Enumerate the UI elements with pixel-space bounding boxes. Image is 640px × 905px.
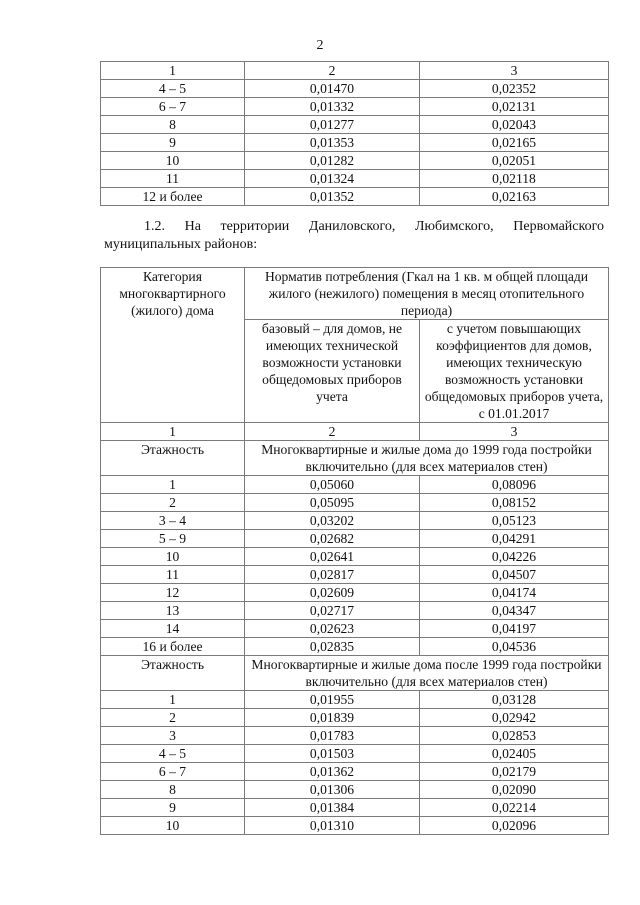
table-row (101, 512, 609, 530)
consumption-norm-table (100, 267, 609, 835)
section-title: Многоквартирные и жилые дома после 1999 года постройки включительно (для всех материалов стен) (245, 656, 609, 691)
increased-norm-cell: 0,02942 (420, 709, 609, 727)
table-row (101, 638, 609, 656)
increased-norm-cell: 0,02352 (420, 80, 609, 98)
base-norm-cell: 0,01384 (245, 799, 420, 817)
floors-cell: 12 и более (101, 188, 245, 206)
table-row (101, 817, 609, 835)
floors-cell: 6 – 7 (101, 98, 245, 116)
increased-norm-cell: 0,02853 (420, 727, 609, 745)
base-norm-cell: 0,02623 (245, 620, 420, 638)
increased-norm-cell: 0,02090 (420, 781, 609, 799)
column-number-row (101, 423, 609, 441)
base-norm-cell: 0,03202 (245, 512, 420, 530)
floors-cell: 11 (101, 170, 245, 188)
section-row (101, 656, 609, 691)
header-row (101, 268, 609, 320)
floors-cell: 14 (101, 620, 245, 638)
column-number: 3 (420, 62, 609, 80)
column-number-row (101, 62, 609, 80)
increased-norm-cell: 0,02131 (420, 98, 609, 116)
floors-cell: 4 – 5 (101, 745, 245, 763)
floors-cell: 8 (101, 116, 245, 134)
base-norm-cell: 0,01783 (245, 727, 420, 745)
floors-cell: 5 – 9 (101, 530, 245, 548)
table-row (101, 494, 609, 512)
table-row (101, 727, 609, 745)
increased-header: с учетом повышающих коэффициентов для домов, имеющих техническую возможность установки общедомовых приборов учета, с 01.01.2017 (420, 320, 609, 423)
increased-norm-cell: 0,04536 (420, 638, 609, 656)
floors-cell: 16 и более (101, 638, 245, 656)
increased-norm-cell: 0,04507 (420, 566, 609, 584)
section-title: Многоквартирные и жилые дома до 1999 года постройки включительно (для всех материалов стен) (245, 441, 609, 476)
floors-cell: 3 – 4 (101, 512, 245, 530)
section-label: Этажность (101, 441, 245, 476)
base-header: базовый – для домов, не имеющих технической возможности установки общедомовых приборов учета (245, 320, 420, 423)
table-row (101, 530, 609, 548)
paragraph-line-2: муниципальных районов: (104, 237, 258, 252)
category-header: Категория многоквартирного (жилого) дома (101, 268, 245, 423)
increased-norm-cell: 0,02096 (420, 817, 609, 835)
consumption-norm-table-continued (100, 61, 609, 206)
table-row (101, 745, 609, 763)
table-row (101, 548, 609, 566)
increased-norm-cell: 0,02179 (420, 763, 609, 781)
floors-cell: 10 (101, 548, 245, 566)
base-norm-cell: 0,01503 (245, 745, 420, 763)
increased-norm-cell: 0,02118 (420, 170, 609, 188)
floors-cell: 1 (101, 476, 245, 494)
base-norm-cell: 0,02641 (245, 548, 420, 566)
base-norm-cell: 0,01324 (245, 170, 420, 188)
base-norm-cell: 0,01362 (245, 763, 420, 781)
base-norm-cell: 0,02717 (245, 602, 420, 620)
base-norm-cell: 0,02609 (245, 584, 420, 602)
increased-norm-cell: 0,04174 (420, 584, 609, 602)
floors-cell: 10 (101, 152, 245, 170)
table-row (101, 134, 609, 152)
base-norm-cell: 0,01353 (245, 134, 420, 152)
table-row (101, 188, 609, 206)
increased-norm-cell: 0,05123 (420, 512, 609, 530)
increased-norm-cell: 0,04347 (420, 602, 609, 620)
column-number: 1 (101, 423, 245, 441)
increased-norm-cell: 0,02165 (420, 134, 609, 152)
page-number: 2 (316, 38, 324, 53)
increased-norm-cell: 0,02051 (420, 152, 609, 170)
table-row (101, 476, 609, 494)
floors-cell: 13 (101, 602, 245, 620)
table-row (101, 602, 609, 620)
table-row (101, 80, 609, 98)
table-row (101, 709, 609, 727)
base-norm-cell: 0,01955 (245, 691, 420, 709)
paragraph-line-1: 1.2. На территории Даниловского, Любимского, Первомайского (144, 219, 604, 234)
column-number: 1 (101, 62, 245, 80)
table-row (101, 584, 609, 602)
floors-cell: 12 (101, 584, 245, 602)
floors-cell: 10 (101, 817, 245, 835)
floors-cell: 2 (101, 494, 245, 512)
base-norm-cell: 0,01332 (245, 98, 420, 116)
increased-norm-cell: 0,04226 (420, 548, 609, 566)
increased-norm-cell: 0,02214 (420, 799, 609, 817)
table-row (101, 691, 609, 709)
base-norm-cell: 0,05060 (245, 476, 420, 494)
column-number: 2 (245, 423, 420, 441)
base-norm-cell: 0,01470 (245, 80, 420, 98)
base-norm-cell: 0,01310 (245, 817, 420, 835)
section-row (101, 441, 609, 476)
base-norm-cell: 0,02817 (245, 566, 420, 584)
increased-norm-cell: 0,04291 (420, 530, 609, 548)
base-norm-cell: 0,01277 (245, 116, 420, 134)
base-norm-cell: 0,01839 (245, 709, 420, 727)
floors-cell: 9 (101, 799, 245, 817)
increased-norm-cell: 0,08152 (420, 494, 609, 512)
base-norm-cell: 0,01306 (245, 781, 420, 799)
table-row (101, 620, 609, 638)
table-row (101, 781, 609, 799)
increased-norm-cell: 0,04197 (420, 620, 609, 638)
floors-cell: 8 (101, 781, 245, 799)
floors-cell: 9 (101, 134, 245, 152)
floors-cell: 4 – 5 (101, 80, 245, 98)
table-row (101, 799, 609, 817)
increased-norm-cell: 0,08096 (420, 476, 609, 494)
section-label: Этажность (101, 656, 245, 691)
norm-header: Норматив потребления (Гкал на 1 кв. м общей площади жилого (нежилого) помещения в месяц отопительного периода) (245, 268, 609, 320)
table-row (101, 152, 609, 170)
increased-norm-cell: 0,02163 (420, 188, 609, 206)
floors-cell: 3 (101, 727, 245, 745)
column-number: 3 (420, 423, 609, 441)
table-row (101, 98, 609, 116)
table-row (101, 116, 609, 134)
table-row (101, 763, 609, 781)
floors-cell: 11 (101, 566, 245, 584)
base-norm-cell: 0,01282 (245, 152, 420, 170)
floors-cell: 1 (101, 691, 245, 709)
base-norm-cell: 0,02835 (245, 638, 420, 656)
table-row (101, 566, 609, 584)
column-number: 2 (245, 62, 420, 80)
increased-norm-cell: 0,02405 (420, 745, 609, 763)
base-norm-cell: 0,01352 (245, 188, 420, 206)
floors-cell: 6 – 7 (101, 763, 245, 781)
table-row (101, 170, 609, 188)
base-norm-cell: 0,02682 (245, 530, 420, 548)
increased-norm-cell: 0,03128 (420, 691, 609, 709)
base-norm-cell: 0,05095 (245, 494, 420, 512)
section-paragraph (104, 218, 604, 254)
floors-cell: 2 (101, 709, 245, 727)
increased-norm-cell: 0,02043 (420, 116, 609, 134)
